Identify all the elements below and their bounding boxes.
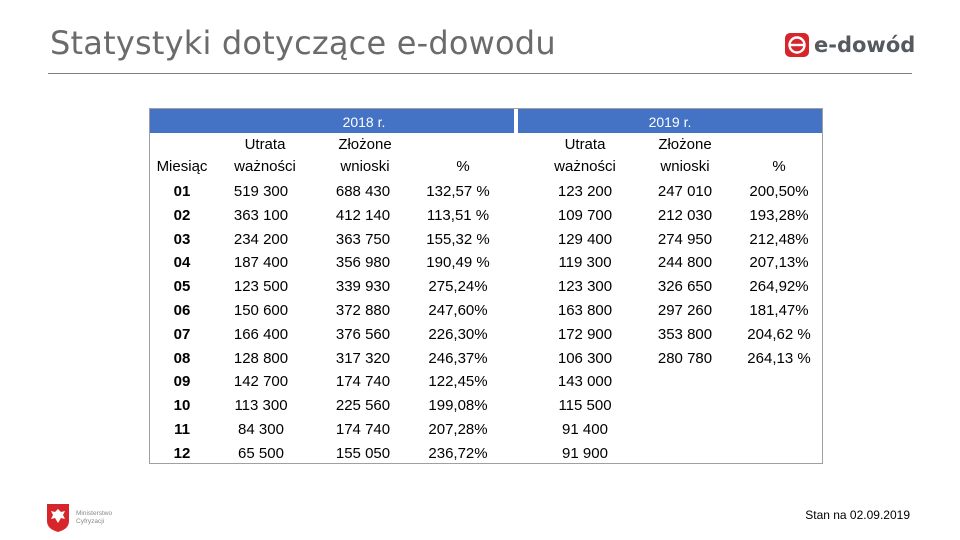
month-cell: 04 [173, 254, 191, 272]
submitted-2018-cell: 174 740 [335, 420, 391, 438]
header-loss-2019-line1: Utrata [564, 136, 606, 153]
pct-2019-cell [734, 442, 824, 466]
column-month [150, 180, 214, 466]
loss-2019-cell: 119 300 [558, 254, 612, 272]
pct-2019-cell: 181,47% [749, 301, 809, 319]
loss-2018-cell: 65 500 [238, 444, 284, 462]
loss-2019-cell: 91 900 [562, 444, 608, 462]
pct-2018-cell: 190,49 % [426, 254, 490, 272]
month-cell: 03 [173, 230, 191, 248]
submitted-2019-cell [640, 394, 730, 418]
pct-2019-cell: 207,13% [749, 254, 809, 272]
submitted-2018-cell: 363 750 [335, 230, 391, 248]
pct-2018-cell: 113,51 % [426, 206, 490, 224]
submitted-2018-cell: 155 050 [335, 444, 391, 462]
pct-2018-cell: 155,32 % [426, 230, 490, 248]
loss-2018-cell: 128 800 [233, 349, 289, 367]
page-title: Statystyki dotyczące e-dowodu [50, 24, 556, 62]
pct-2018-cell: 247,60% [428, 301, 488, 319]
status-date: Stan na 02.09.2019 [805, 508, 910, 522]
loss-2019-cell: 115 500 [558, 397, 612, 415]
pct-2018-cell: 246,37% [428, 349, 488, 367]
submitted-2019-cell: 244 800 [657, 254, 713, 272]
loss-2018-cell: 363 100 [233, 206, 289, 224]
header-loss-2019 [540, 134, 630, 178]
loss-2019-cell: 163 800 [557, 301, 613, 319]
month-cell: 12 [173, 444, 191, 462]
month-cell: 07 [173, 325, 191, 343]
ministry-logo [46, 503, 112, 533]
month-cell: 10 [173, 397, 191, 415]
polish-eagle-icon [46, 503, 70, 533]
month-header-bar [150, 109, 214, 133]
pct-2018-cell: 236,72% [428, 444, 488, 462]
loss-2018-cell: 166 400 [233, 325, 289, 343]
loss-2019-cell: 123 300 [557, 278, 613, 296]
submitted-2019-cell [640, 442, 730, 466]
logo-text: e-dowód [814, 33, 916, 57]
loss-2019-cell: 143 000 [557, 373, 613, 391]
pct-2018-cell: 132,57 % [426, 183, 490, 200]
month-cell: 09 [173, 373, 191, 391]
header-loss-2018 [220, 134, 310, 178]
header-pct-2018: % [456, 158, 470, 175]
loss-2019-cell: 91 400 [562, 420, 608, 438]
pct-2018-cell: 122,45% [428, 373, 488, 391]
loss-2018-cell: 519 300 [233, 183, 289, 200]
loss-2019-cell: 109 700 [557, 206, 613, 224]
submitted-2019-cell: 247 010 [657, 183, 713, 200]
header-submitted-2019-line2: wnioski [660, 158, 710, 175]
statistics-table [149, 108, 823, 464]
submitted-2018-cell: 174 740 [335, 373, 391, 391]
column-pct-2018 [413, 180, 503, 466]
pct-2018-cell: 199,08% [428, 397, 488, 415]
column-submitted-2018 [318, 180, 408, 466]
header-submitted-2019-line1: Złożone [658, 136, 712, 153]
pct-2019-cell [734, 370, 824, 394]
e-dowod-logo-icon [784, 32, 810, 58]
submitted-2018-cell: 225 560 [335, 397, 391, 415]
title-divider [48, 73, 912, 74]
column-pct-2019 [734, 180, 824, 466]
ministry-name [76, 510, 112, 526]
month-cell: 08 [173, 349, 191, 367]
submitted-2019-cell: 280 780 [657, 349, 713, 367]
month-cell: 06 [173, 301, 191, 319]
month-cell: 05 [173, 278, 191, 296]
pct-2018-cell: 226,30% [428, 325, 488, 343]
e-dowod-logo [784, 30, 915, 60]
loss-2019-cell: 172 900 [557, 325, 613, 343]
pct-2018-cell: 207,28% [428, 420, 488, 438]
loss-2018-cell: 187 400 [233, 254, 289, 272]
pct-2019-cell [734, 418, 824, 442]
pct-2019-cell: 200,50% [749, 183, 809, 200]
pct-2019-cell [734, 394, 824, 418]
loss-2018-cell: 123 500 [233, 278, 289, 296]
header-submitted-2018 [320, 134, 410, 178]
header-month: Miesiąc [156, 158, 208, 175]
header-submitted-2019 [640, 134, 730, 178]
loss-2018-cell: 142 700 [233, 373, 289, 391]
header-pct-2019: % [772, 158, 786, 175]
pct-2019-cell: 193,28% [749, 206, 809, 224]
loss-2018-cell: 113 300 [234, 397, 288, 415]
loss-2019-cell: 129 400 [557, 230, 613, 248]
submitted-2018-cell: 356 980 [335, 254, 391, 272]
pct-2018-cell: 275,24% [428, 278, 488, 296]
submitted-2019-cell: 212 030 [657, 206, 713, 224]
header-submitted-2018-line2: wnioski [340, 158, 390, 175]
loss-2018-cell: 84 300 [238, 420, 284, 438]
month-cell: 01 [173, 183, 191, 200]
loss-2019-cell: 123 200 [557, 183, 613, 200]
month-cell: 11 [174, 420, 190, 438]
loss-2019-cell: 106 300 [557, 349, 613, 367]
header-loss-2018-line1: Utrata [244, 136, 286, 153]
column-loss-2019 [540, 180, 630, 466]
submitted-2019-cell: 326 650 [657, 278, 713, 296]
submitted-2019-cell: 353 800 [657, 325, 713, 343]
column-loss-2018 [216, 180, 306, 466]
ministry-line1: Ministerstwo [76, 510, 113, 517]
header-loss-2018-line2: ważności [234, 158, 296, 175]
header-loss-2019-line2: ważności [554, 158, 616, 175]
pct-2019-cell: 204,62 % [747, 325, 811, 343]
submitted-2018-cell: 688 430 [335, 183, 391, 200]
submitted-2019-cell [640, 418, 730, 442]
pct-2019-cell: 264,13 % [747, 349, 811, 367]
submitted-2018-cell: 412 140 [335, 206, 391, 224]
month-cell: 02 [173, 206, 191, 224]
submitted-2019-cell: 297 260 [657, 301, 713, 319]
year-2019-header: 2019 r. [518, 109, 822, 133]
pct-2019-cell: 264,92% [749, 278, 809, 296]
header-submitted-2018-line1: Złożone [338, 136, 392, 153]
submitted-2018-cell: 372 880 [335, 301, 391, 319]
loss-2018-cell: 150 600 [233, 301, 289, 319]
column-submitted-2019 [640, 180, 730, 466]
submitted-2018-cell: 376 560 [335, 325, 391, 343]
loss-2018-cell: 234 200 [233, 230, 289, 248]
submitted-2018-cell: 339 930 [335, 278, 391, 296]
submitted-2018-cell: 317 320 [335, 349, 391, 367]
submitted-2019-cell [640, 370, 730, 394]
pct-2019-cell: 212,48% [749, 230, 809, 248]
ministry-line2: Cyfryzacji [76, 518, 105, 525]
year-2018-header: 2018 r. [214, 109, 514, 133]
submitted-2019-cell: 274 950 [657, 230, 713, 248]
